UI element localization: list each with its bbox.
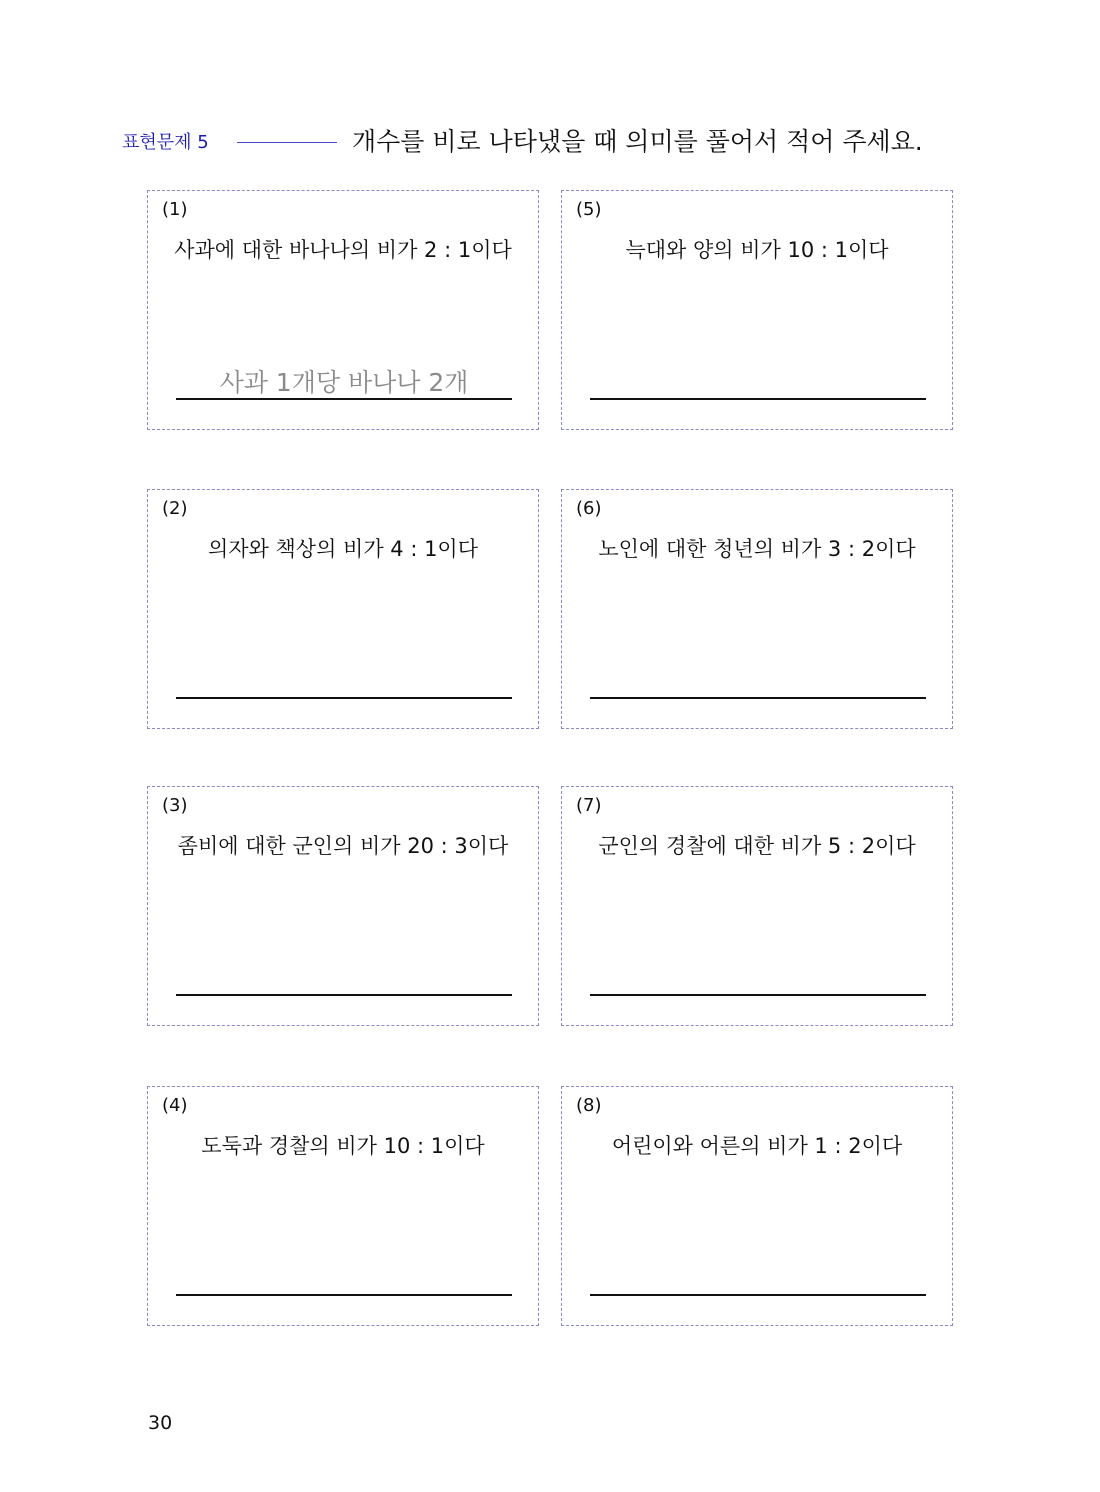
problem-prompt: 늑대와 양의 비가 10 : 1이다 xyxy=(625,238,889,262)
problem-card-3 xyxy=(147,786,539,1026)
answer-line[interactable] xyxy=(176,697,512,699)
answer-text: 사과 1개당 바나나 2개 xyxy=(219,368,469,397)
problem-prompt: 의자와 책상의 비가 4 : 1이다 xyxy=(207,537,479,561)
problem-prompt: 어린이와 어른의 비가 1 : 2이다 xyxy=(611,1134,903,1158)
problem-prompt: 좀비에 대한 군인의 비가 20 : 3이다 xyxy=(177,834,509,858)
instruction-text: 개수를 비로 나타냈을 때 의미를 풀어서 적어 주세요. xyxy=(352,127,923,156)
header-divider xyxy=(237,142,337,143)
answer-line[interactable] xyxy=(590,398,926,400)
problem-prompt: 군인의 경찰에 대한 비가 5 : 2이다 xyxy=(598,834,916,858)
problem-number: (7) xyxy=(576,795,602,816)
problem-number: (4) xyxy=(162,1095,188,1116)
problem-card-7 xyxy=(561,786,953,1026)
problem-card-5 xyxy=(561,190,953,430)
problem-card-1 xyxy=(147,190,539,430)
answer-line[interactable] xyxy=(176,398,512,400)
problem-card-8 xyxy=(561,1086,953,1326)
problem-prompt: 노인에 대한 청년의 비가 3 : 2이다 xyxy=(598,537,916,561)
problem-card-4 xyxy=(147,1086,539,1326)
problem-number: (5) xyxy=(576,199,602,220)
answer-line[interactable] xyxy=(590,994,926,996)
worksheet-header xyxy=(122,122,982,158)
answer-line[interactable] xyxy=(590,1294,926,1296)
problem-number: (2) xyxy=(162,498,188,519)
answer-line[interactable] xyxy=(176,994,512,996)
problem-number: (8) xyxy=(576,1095,602,1116)
problem-label: 표현문제 5 xyxy=(122,132,209,153)
answer-line[interactable] xyxy=(590,697,926,699)
problem-card-2 xyxy=(147,489,539,729)
page-number: 30 xyxy=(148,1412,173,1434)
problem-prompt: 사과에 대한 바나나의 비가 2 : 1이다 xyxy=(174,238,512,262)
problem-number: (3) xyxy=(162,795,188,816)
problem-number: (1) xyxy=(162,199,188,220)
problem-prompt: 도둑과 경찰의 비가 10 : 1이다 xyxy=(201,1134,485,1158)
problem-card-6 xyxy=(561,489,953,729)
answer-line[interactable] xyxy=(176,1294,512,1296)
problem-number: (6) xyxy=(576,498,602,519)
